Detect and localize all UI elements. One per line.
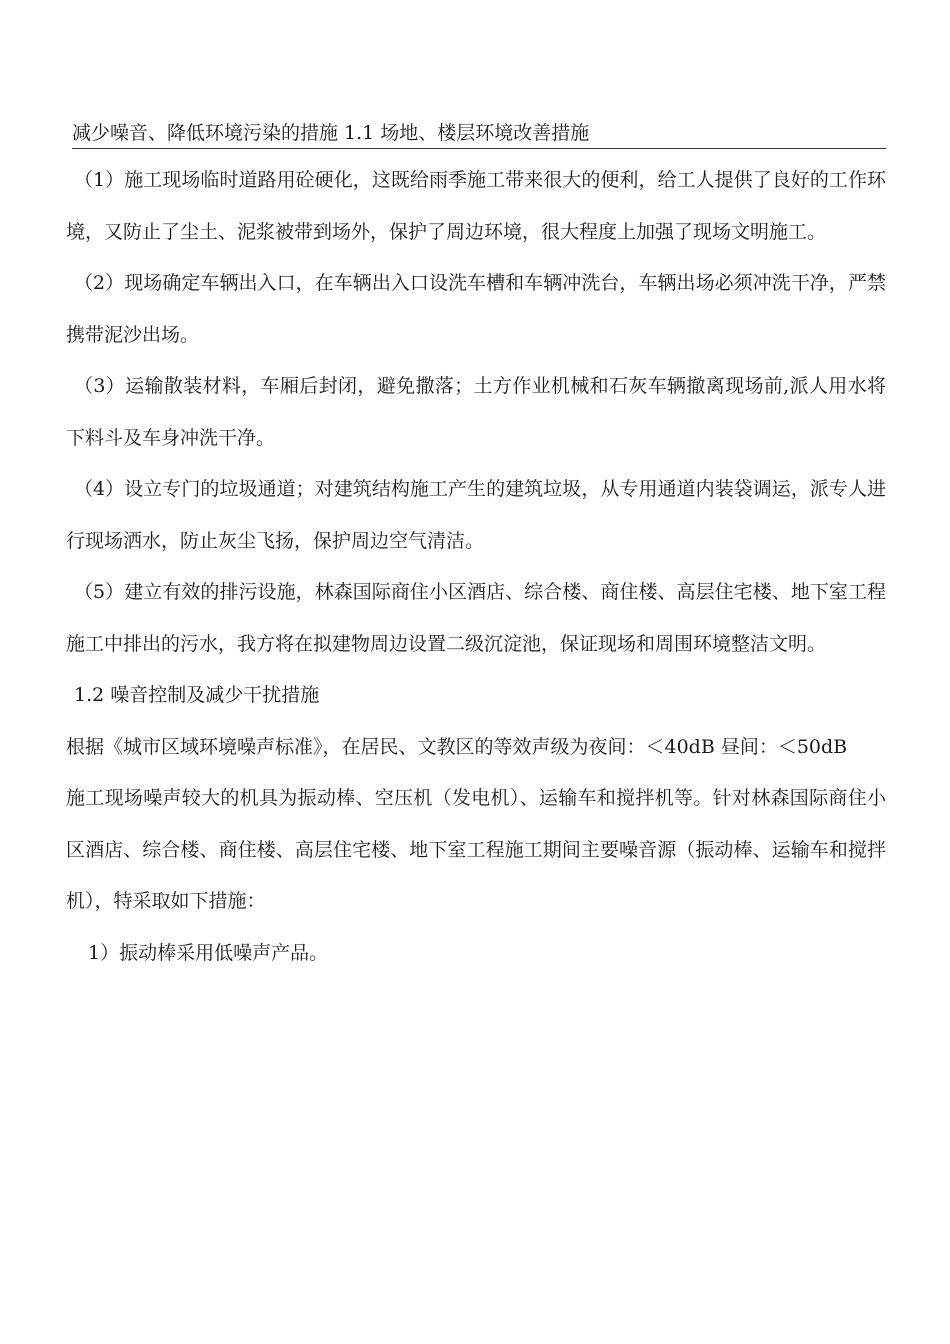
noise-sources-paragraph: 施工现场噪声较大的机具为振动棒、空压机（发电机）、运输车和搅拌机等。针对林森国际商住小区酒店、综合楼、商住楼、高层住宅楼、地下室工程施工期间主要噪音源（振动棒、运输车和搅拌机），特采取如下措施： [66, 787, 886, 912]
measure-item-1: （1）施工现场临时道路用砼硬化，这既给雨季施工带来很大的便利，给工人提供了良好的工作环境，又防止了尘土、泥浆被带到场外，保护了周边环境，很大程度上加强了现场文明施工。 [66, 169, 886, 243]
header-title: 减少噪音、降低环境污染的措施 1.1 场地、楼层环境改善措施 [72, 122, 590, 144]
measure-item-3: （3）运输散装材料，车厢后封闭，避免撒落；土方作业机械和石灰车辆撤离现场前,派人用水将下料斗及车身冲洗干净。 [66, 375, 886, 449]
document-body [66, 155, 886, 979]
measure-item-4: （4）设立专门的垃圾通道；对建筑结构施工产生的建筑垃圾，从专用通道内装袋调运，派专人进行现场洒水，防止灰尘飞扬，保护周边空气清洁。 [66, 478, 886, 552]
measure-item-2: （2）现场确定车辆出入口，在车辆出入口设洗车槽和车辆冲洗台，车辆出场必须冲洗干净，严禁携带泥沙出场。 [66, 272, 886, 346]
noise-measure-item-1: 1）振动棒采用低噪声产品。 [88, 941, 329, 964]
measure-item-5: （5）建立有效的排污设施，林森国际商住小区酒店、综合楼、商住楼、高层住宅楼、地下室工程施工中排出的污水，我方将在拟建物周边设置二级沉淀池，保证现场和周围环境整洁文明。 [66, 581, 886, 655]
noise-standard-paragraph: 根据《城市区域环境噪声标准》，在居民、文教区的等效声级为夜间：＜40dB 昼间：＜50dB [66, 735, 848, 758]
page-header [72, 118, 886, 149]
section-heading-noise: 1.2 噪音控制及减少干扰措施 [74, 684, 320, 706]
